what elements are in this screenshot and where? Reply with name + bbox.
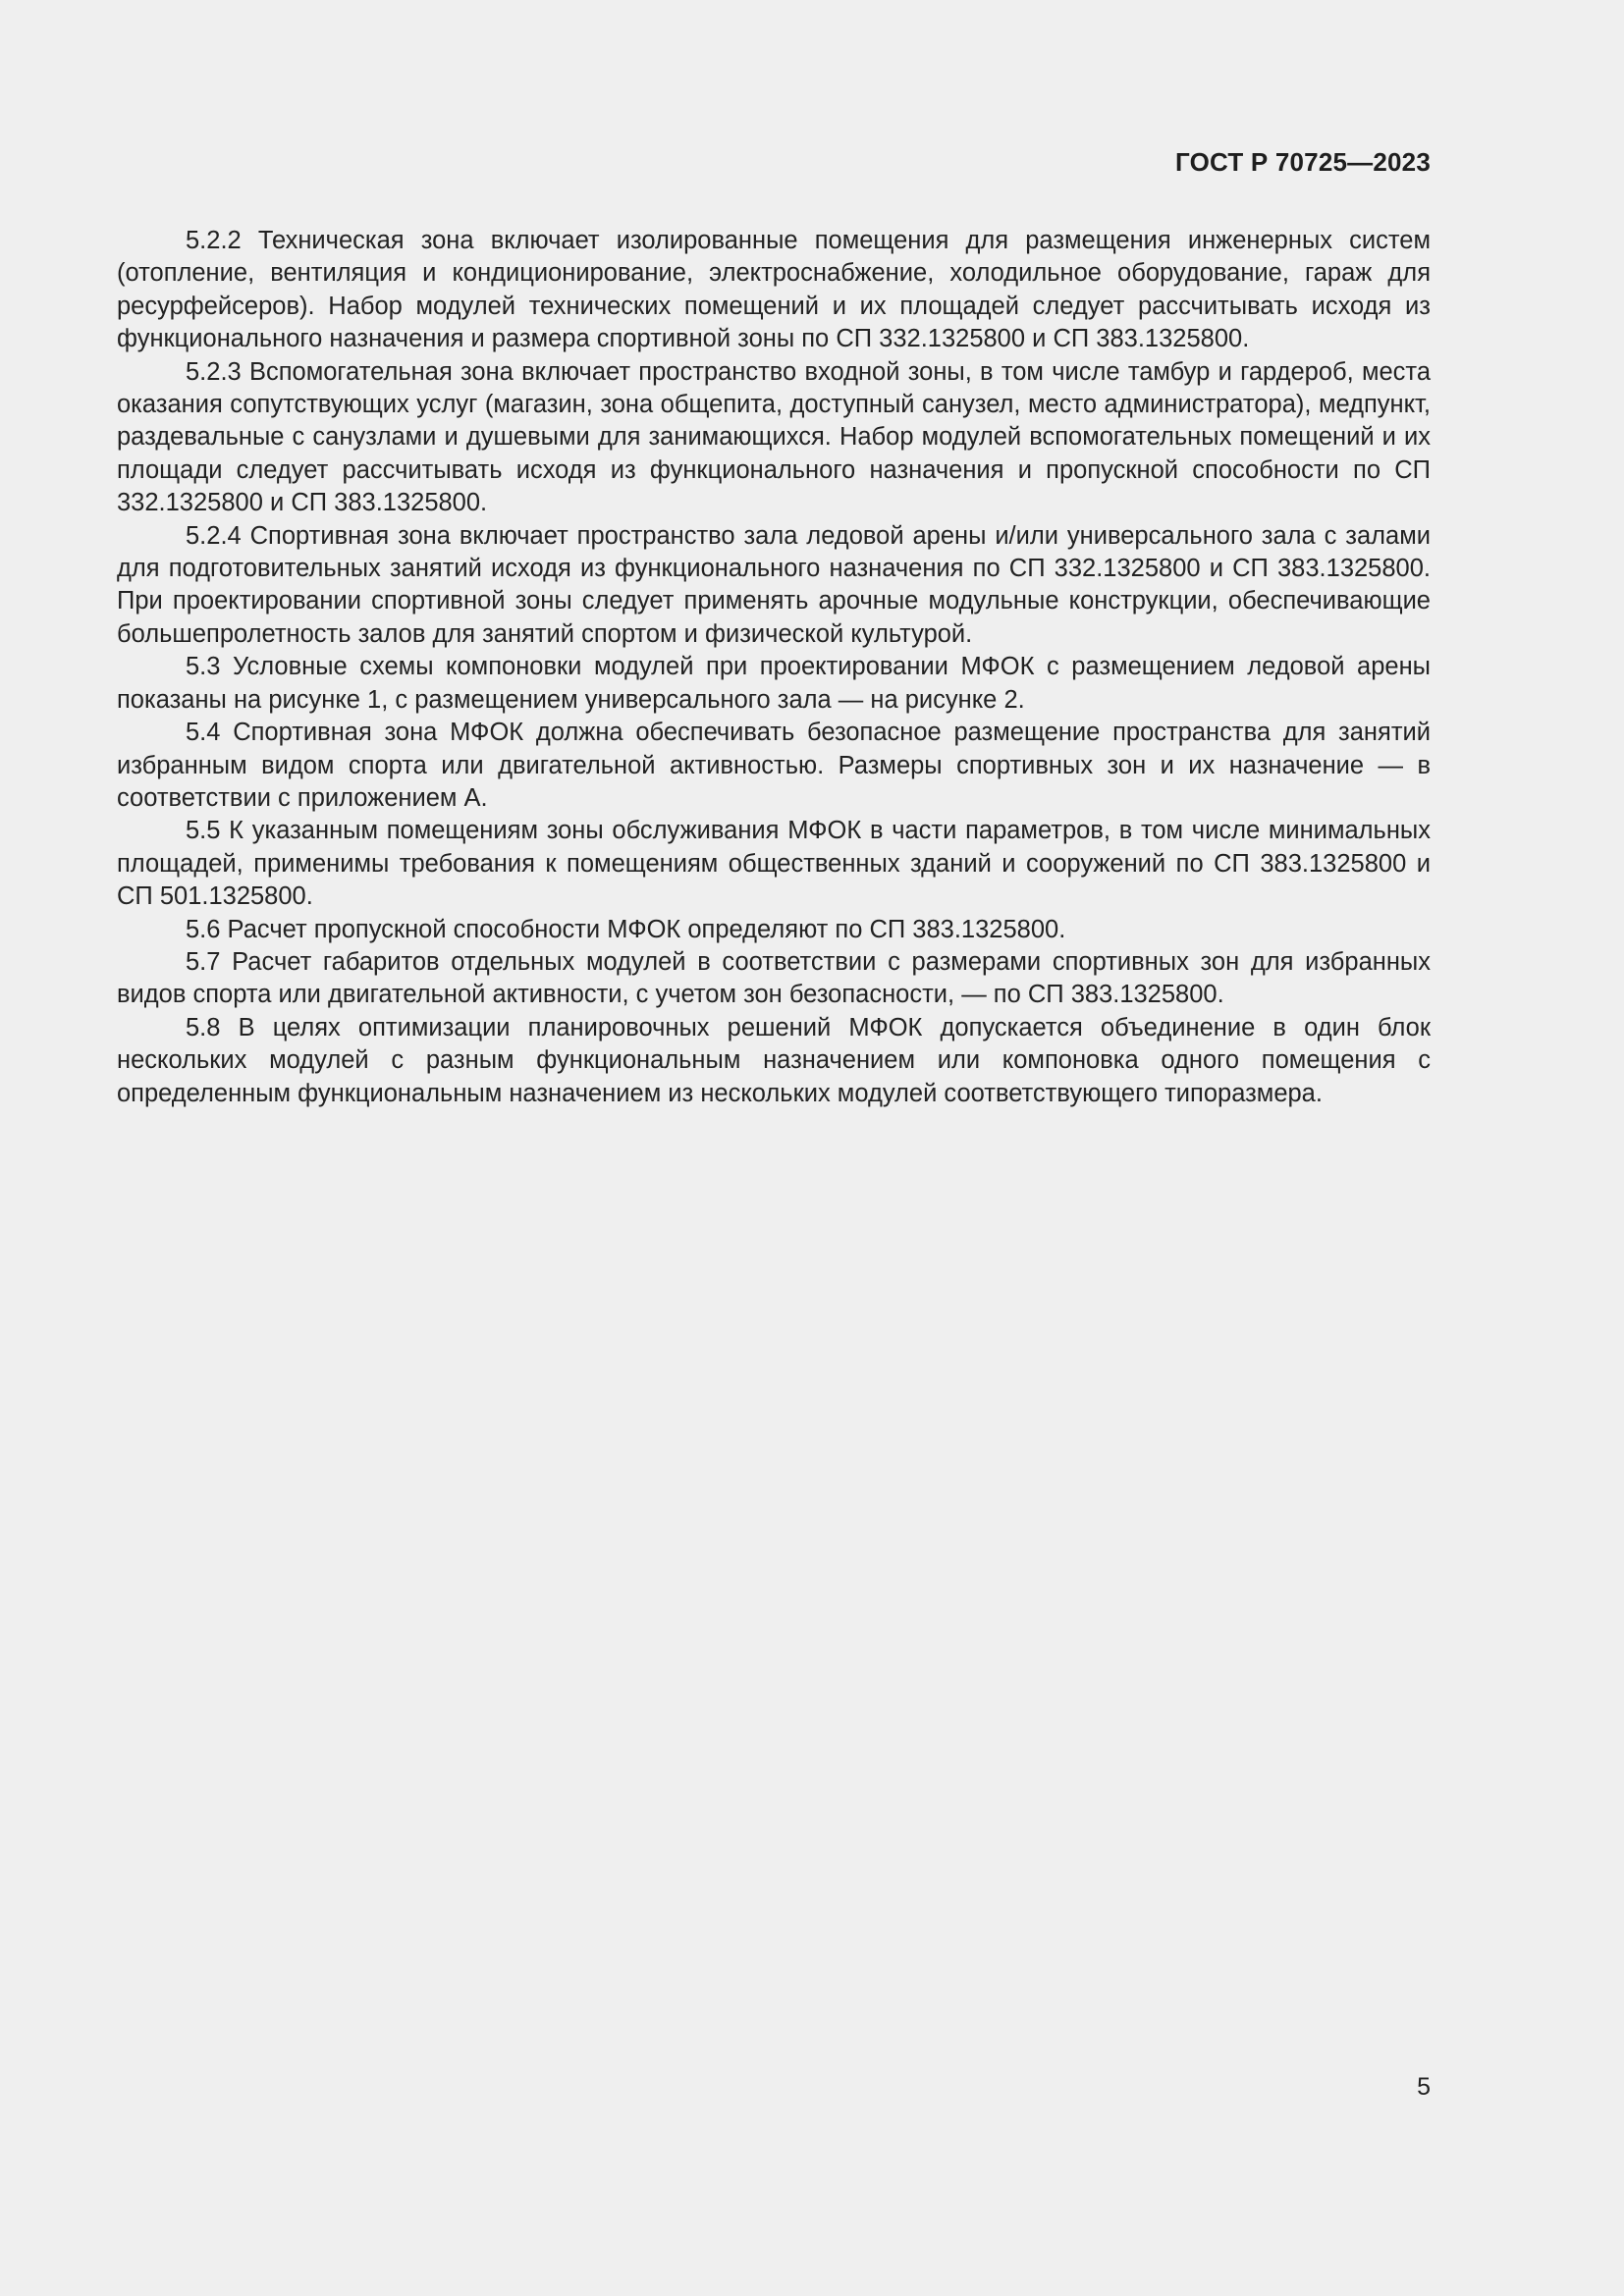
- paragraph-5-6: 5.6 Расчет пропускной способности МФОК определяют по СП 383.1325800.: [186, 915, 1066, 943]
- paragraph-5-8: 5.8 В целях оптимизации планировочных решений МФОК допускается объединение в один блок нескольких модулей с разным функциональным назначением или компоновка одного помещения с определенным функциональным назначением из нескольких модулей соответствующего типоразмера.: [117, 1013, 1431, 1107]
- paragraph-5-2-4: 5.2.4 Спортивная зона включает пространство зала ледовой арены и/или универсального зала с залами для подготовительных занятий исходя из функционального назначения по СП 332.1325800 и СП 383.1325800. При проектировании спортивной зоны следует применять арочные модульные конструкции, обеспечивающие большепролетность залов для занятий спортом и физической культурой.: [117, 521, 1431, 648]
- paragraph-5-3: 5.3 Условные схемы компоновки модулей при проектировании МФОК с размещением ледовой арены показаны на рисунке 1, с размещением универсального зала — на рисунке 2.: [117, 653, 1431, 714]
- paragraph-5-2-2: 5.2.2 Техническая зона включает изолированные помещения для размещения инженерных систем (отопление, вентиляция и кондиционирование, электроснабжение, холодильное оборудование, гараж для ресурфейсеров). Набор модулей технических помещений и их площадей следует рассчитывать исходя из функционального назначения и размера спортивной зоны по СП 332.1325800 и СП 383.1325800.: [117, 227, 1431, 353]
- page-number: 5: [1417, 2073, 1431, 2101]
- paragraph-5-5: 5.5 К указанным помещениям зоны обслуживания МФОК в части параметров, в том числе минимальных площадей, применимы требования к помещениям общественных зданий и сооружений по СП 383.1325800 и СП 501.1325800.: [117, 817, 1431, 911]
- document-body: [117, 225, 1431, 1110]
- document-number-header: ГОСТ Р 70725—2023: [1175, 147, 1431, 177]
- paragraph-5-2-3: 5.2.3 Вспомогательная зона включает пространство входной зоны, в том числе тамбур и гардероб, места оказания сопутствующих услуг (магазин, зона общепита, доступный санузел, место администратора), медпункт, раздевальные с санузлами и душевыми для занимающихся. Набор модулей вспомогательных помещений и их площади следует рассчитывать исходя из функционального назначения и пропускной способности по СП 332.1325800 и СП 383.1325800.: [117, 357, 1431, 517]
- paragraph-5-4: 5.4 Спортивная зона МФОК должна обеспечивать безопасное размещение пространства для занятий избранным видом спорта или двигательной активностью. Размеры спортивных зон и их назначение — в соответствии с приложением А.: [117, 719, 1431, 812]
- paragraph-5-7: 5.7 Расчет габаритов отдельных модулей в соответствии с размерами спортивных зон для избранных видов спорта или двигательной активности, с учетом зон безопасности, — по СП 383.1325800.: [117, 947, 1431, 1009]
